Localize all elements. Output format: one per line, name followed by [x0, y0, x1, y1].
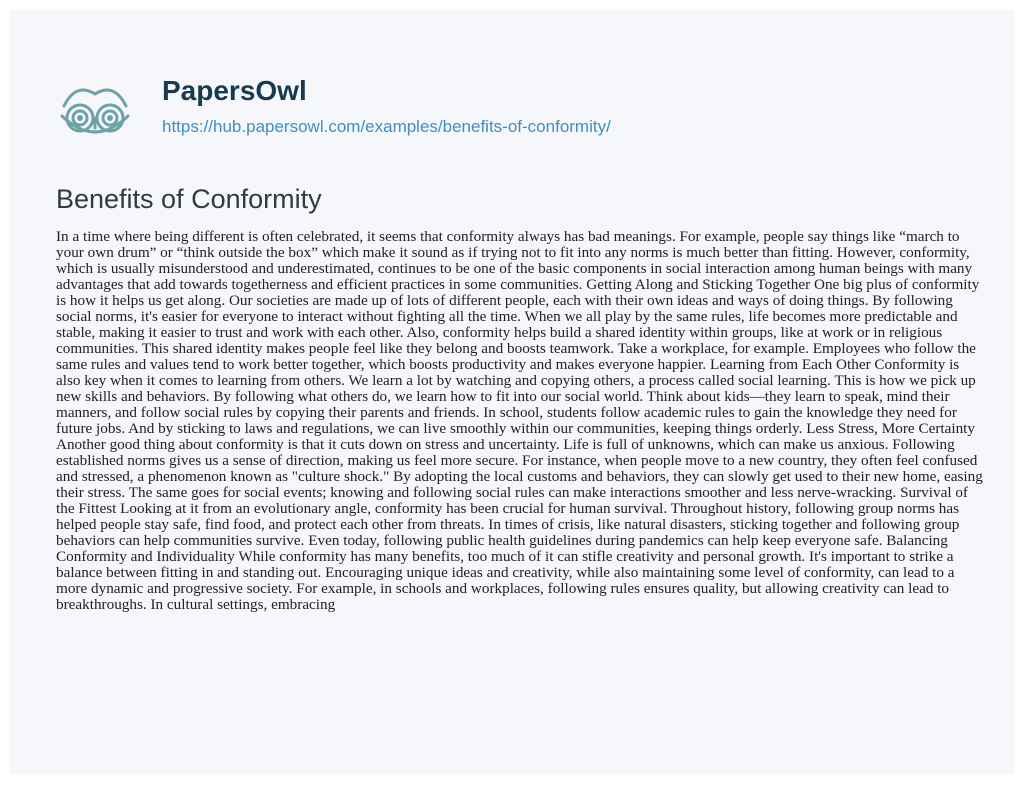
essay-body: In a time where being different is often celebrated, it seems that conformity always has bad meanings. For example, people say things like “march to your own drum” or “think outside the box” which make it sound as if trying not to fit into any norms is much better than fitting. However, conformity, which is usually misunderstood and underestimated, continues to be one of the basic components in social interaction among human beings with many advantages that add towards togetherness and efficient practices in some communities. Getting Along and Sticking Together One big plus of conformity is how it helps us get along. Our societies are made up of lots of different people, each with their own ideas and ways of doing things. By following social norms, it's easier for everyone to interact without fighting all the time. When we all play by the same rules, life becomes more predictable and stable, making it easier to trust and work with each other. Also, conformity helps build a shared identity within groups, like at work or in religious communities. This shared identity makes people feel like they belong and boosts teamwork. Take a workplace, for example. Employees who follow the same rules and values tend to work better together, which boosts productivity and makes everyone happier. Learning from Each Other Conformity is also key when it comes to learning from others. We learn a lot by watching and copying others, a process called social learning. This is how we pick up new skills and behaviors. By following what others do, we learn how to fit into our social world. Think about kids—they learn to speak, mind their manners, and follow social rules by copying their parents and friends. In school, students follow academic rules to gain the knowledge they need for future jobs. And by sticking to laws and regulations, we can live smoothly within our communities, keeping things orderly. Less Stress, More Certainty Another good thing about conformity is that it cuts down on stress and uncertainty. Life is full of unknowns, which can make us anxious. Following established norms gives us a sense of direction, making us feel more secure. For instance, when people move to a new country, they often feel confused and stressed, a phenomenon known as "culture shock." By adopting the local customs and behaviors, they can slowly get used to their new home, easing their stress. The same goes for social events; knowing and following social rules can make interactions smoother and less nerve-wracking. Survival of the Fittest Looking at it from an evolutionary angle, conformity has been crucial for human survival. Throughout history, following group norms has helped people stay safe, find food, and protect each other from threats. In times of crisis, like natural disasters, sticking together and following group behaviors can help communities survive. Even today, following public health guidelines during pandemics can help keep everyone safe. Balancing Conformity and Individuality While conformity has many benefits, too much of it can stifle creativity and personal growth. It's important to strike a balance between fitting in and standing out. Encouraging unique ideas and creativity, while also maintaining some level of conformity, can lead to a more dynamic and progressive society. For example, in schools and workplaces, following rules ensures quality, but allowing creativity can lead to breakthroughs. In cultural settings, embracing	[56, 228, 983, 613]
owl-eyes-icon	[54, 78, 136, 148]
page-url-link[interactable]: https://hub.papersowl.com/examples/benefits-of-conformity/	[162, 117, 611, 136]
document-card	[10, 10, 1014, 774]
page-title: Benefits of Conformity	[56, 184, 322, 214]
brand-name[interactable]: PapersOwl	[162, 75, 307, 106]
site-header	[46, 52, 986, 152]
